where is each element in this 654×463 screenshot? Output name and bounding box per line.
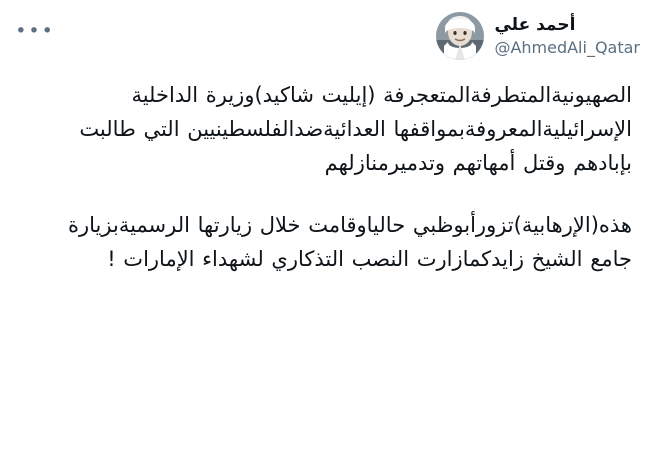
user-handle[interactable]: @AhmedAli_Qatar bbox=[494, 37, 640, 57]
avatar[interactable] bbox=[436, 12, 484, 60]
tweet-paragraph: الصهيونيةالمتطرفةالمتعجرفة (إيليت شاكيد)وزيرة الداخلية الإسرائيليةالمعروفةبمواقفها العدائيةضدالفلسطينيين التي طالبت بإبادهم وقتل أمهاتهم وتدميرمنازلهم bbox=[79, 83, 632, 176]
tweet-paragraph: هذه(الإرهابية)تزورأبوظبي حالياوقامت خلال زيارتها الرسميةبزيارة جامع الشيخ زايدكمازارت النصب التذكاري لشهداء الإمارات ! bbox=[68, 213, 632, 272]
tweet-header bbox=[0, 0, 654, 70]
user-names bbox=[494, 12, 640, 59]
user-block[interactable] bbox=[436, 12, 640, 60]
display-name[interactable]: أحمد علي bbox=[494, 15, 576, 35]
tweet-text bbox=[0, 78, 654, 276]
more-options-icon[interactable]: ••• bbox=[15, 19, 55, 42]
